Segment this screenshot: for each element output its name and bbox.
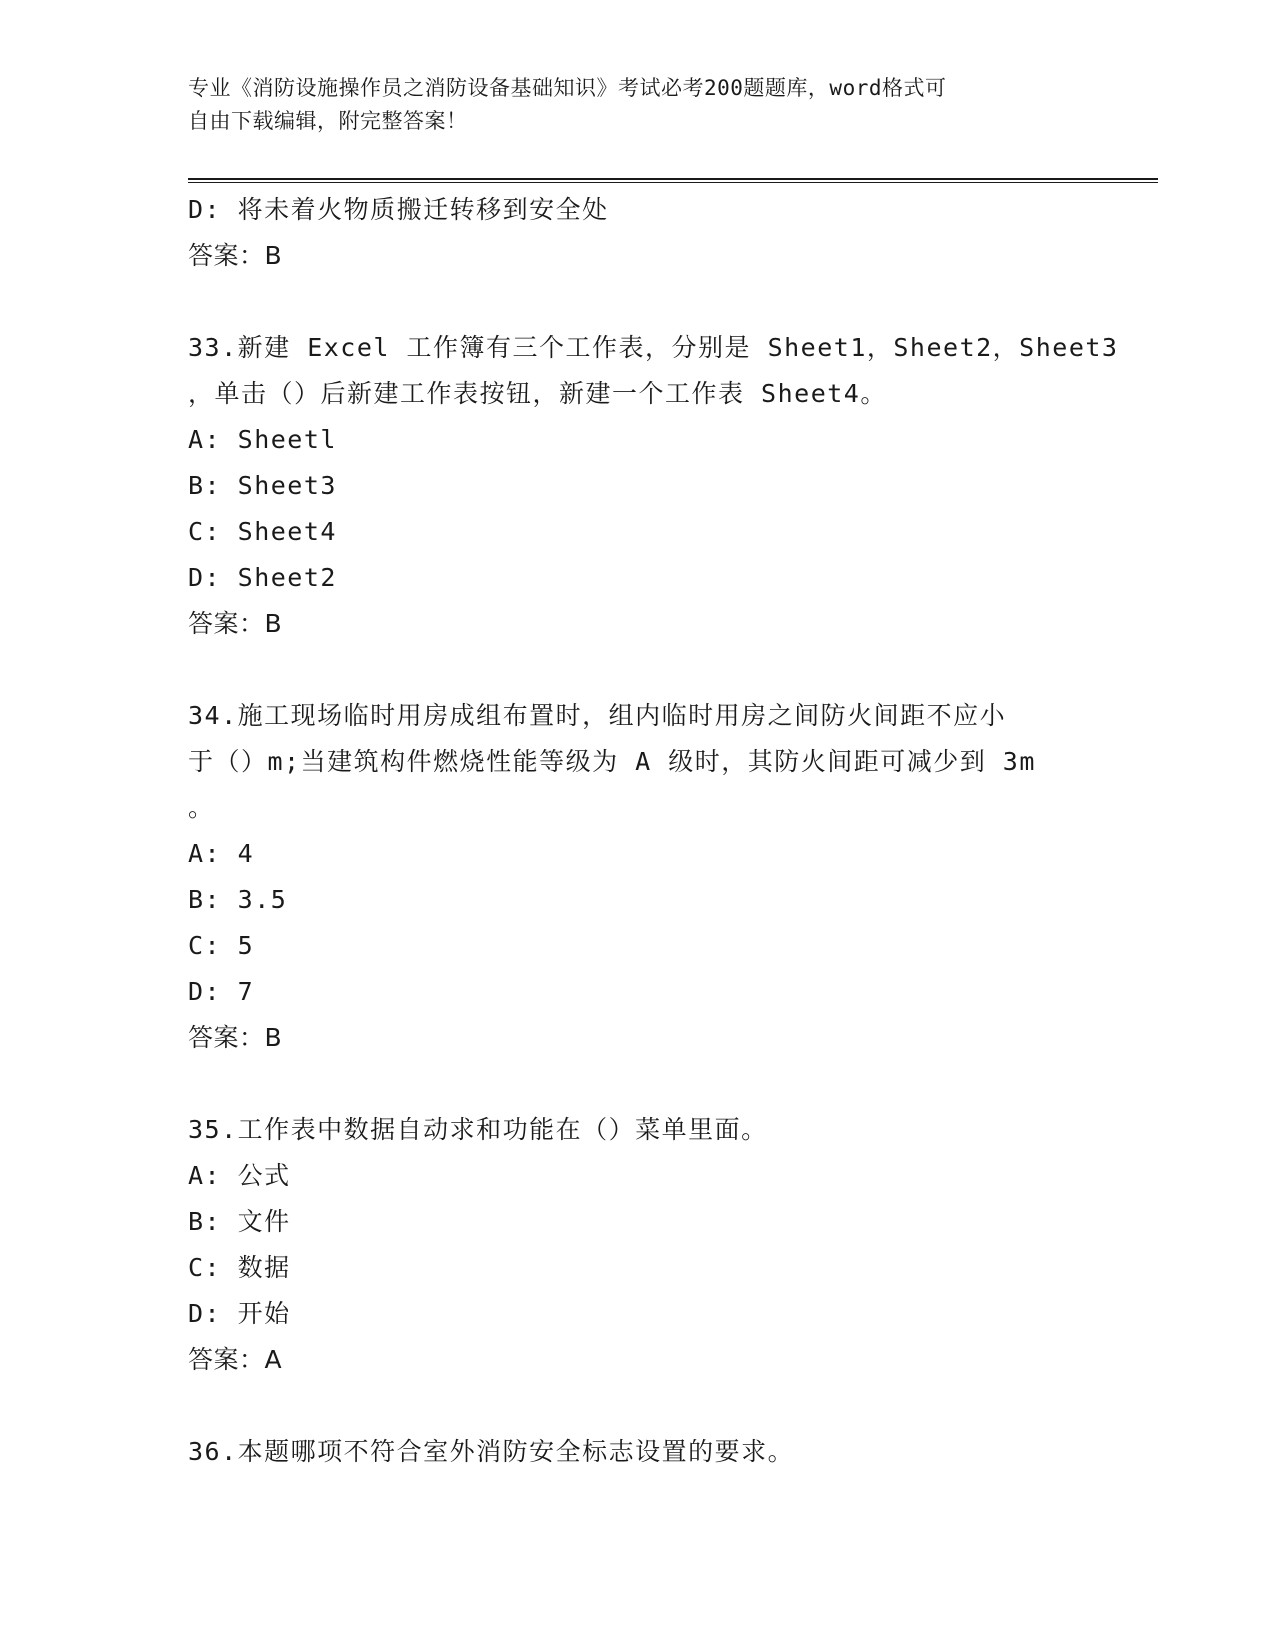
question-34-option-a: A: 4 xyxy=(188,839,255,868)
document-page xyxy=(188,0,1158,1650)
question-35-text-line-1: 35.工作表中数据自动求和功能在（）菜单里面。 xyxy=(188,1115,768,1144)
question-36 xyxy=(188,1429,1158,1475)
question-33-option-c: C: Sheet4 xyxy=(188,517,337,546)
question-34 xyxy=(188,693,1158,1061)
question-34-option-c: C: 5 xyxy=(188,931,255,960)
question-33-answer: 答案：B xyxy=(188,609,283,638)
header-title-line-2: 自由下载编辑，附完整答案！ xyxy=(188,109,468,133)
question-34-answer: 答案：B xyxy=(188,1023,283,1052)
question-35 xyxy=(188,1107,1158,1383)
question-34-option-b: B: 3.5 xyxy=(188,885,288,914)
question-list xyxy=(188,187,1158,1475)
question-34-text-line-3: 。 xyxy=(188,793,215,822)
prev-answer: 答案：B xyxy=(188,241,283,270)
question-33 xyxy=(188,325,1158,647)
header-title-line-1: 专业《消防设施操作员之消防设备基础知识》考试必考200题题库，word格式可 xyxy=(188,76,947,100)
prev-option-d: D: 将未着火物质搬迁转移到安全处 xyxy=(188,195,609,224)
header-divider xyxy=(188,178,1158,183)
document-header xyxy=(188,72,1088,138)
question-34-text-line-1: 34.施工现场临时用房成组布置时，组内临时用房之间防火间距不应小 xyxy=(188,701,1007,730)
question-36-text-line-1: 36.本题哪项不符合室外消防安全标志设置的要求。 xyxy=(188,1437,795,1466)
question-33-text-line-2: ，单击（）后新建工作表按钮，新建一个工作表 Sheet4。 xyxy=(188,379,887,408)
question-33-option-a: A: Sheetl xyxy=(188,425,337,454)
question-35-option-b: B: 文件 xyxy=(188,1207,291,1236)
question-33-option-d: D: Sheet2 xyxy=(188,563,337,592)
question-35-answer: 答案：A xyxy=(188,1345,283,1374)
question-35-option-d: D: 开始 xyxy=(188,1299,291,1328)
question-35-option-a: A: 公式 xyxy=(188,1161,291,1190)
question-33-option-b: B: Sheet3 xyxy=(188,471,337,500)
question-34-text-line-2: 于（）m;当建筑构件燃烧性能等级为 A 级时，其防火间距可减少到 3m xyxy=(188,747,1036,776)
question-35-option-c: C: 数据 xyxy=(188,1253,291,1282)
question-33-text-line-1: 33.新建 Excel 工作簿有三个工作表，分别是 Sheet1，Sheet2，Sheet3 xyxy=(188,333,1119,362)
question-34-option-d: D: 7 xyxy=(188,977,255,1006)
